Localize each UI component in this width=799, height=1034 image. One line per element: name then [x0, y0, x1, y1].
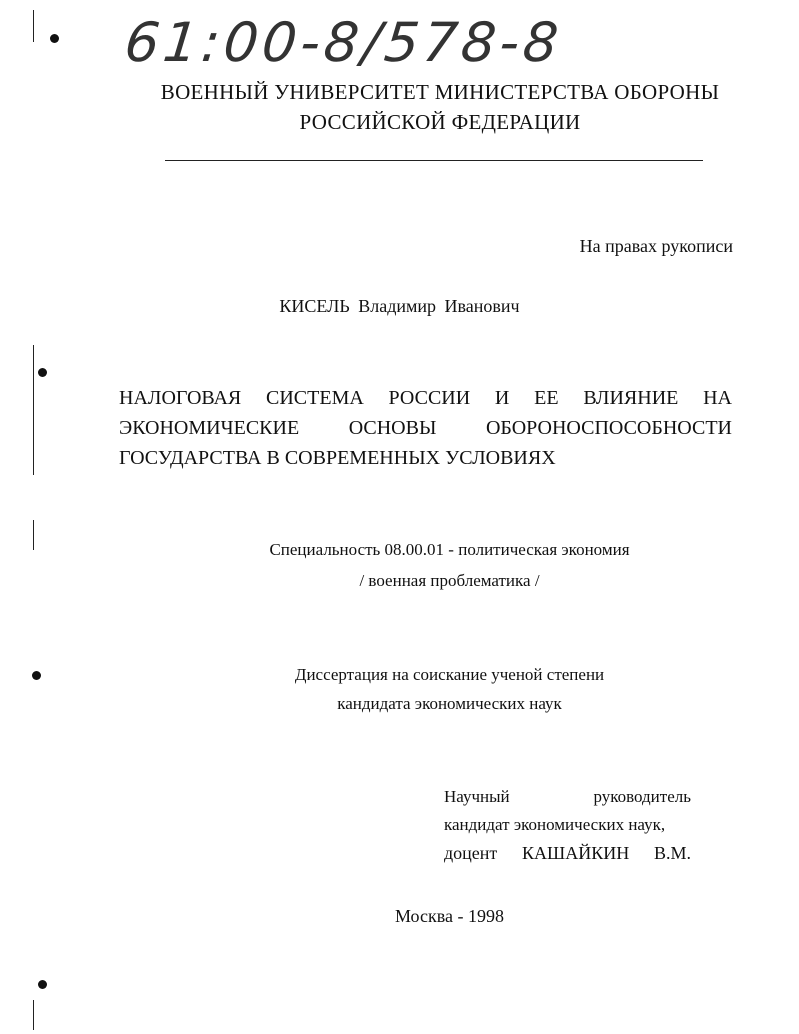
punch-hole-mark [38, 980, 47, 989]
city-and-year: Москва - 1998 [395, 906, 504, 926]
punch-hole-mark [38, 368, 47, 377]
title-line-1: НАЛОГОВАЯ СИСТЕМА РОССИИ И ЕЕ ВЛИЯНИЕ НА [119, 387, 732, 409]
manuscript-rights-note: На правах рукописи [579, 236, 733, 256]
header-divider [165, 160, 703, 161]
degree-line-2: кандидата экономических наук [337, 694, 562, 713]
title-line-2: ЭКОНОМИЧЕСКИЕ ОСНОВЫ ОБОРОНОСПОСОБНОСТИ [119, 417, 732, 439]
punch-hole-mark [50, 34, 59, 43]
degree-line-1: Диссертация на соискание ученой степени [294, 665, 605, 684]
margin-line [33, 1000, 34, 1030]
handwritten-shelfmark: 61:00-8/578-8 [121, 11, 565, 74]
organization-line-2: РОССИЙСКОЙ ФЕДЕРАЦИИ [299, 110, 581, 134]
organization-line-1: ВОЕННЫЙ УНИВЕРСИТЕТ МИНИСТЕРСТВА ОБОРОНЫ [160, 80, 720, 104]
margin-line [33, 10, 34, 42]
specialty-line-2: / военная проблематика / [359, 571, 540, 590]
supervisor-line-2: кандидат экономических наук, [444, 815, 666, 834]
author-name: КИСЕЛЬ Владимир Иванович [279, 296, 520, 316]
supervisor-block [444, 783, 691, 867]
supervisor-line-1: Научный руководитель [444, 787, 691, 806]
supervisor-line-3: доцент КАШАЙКИН В.М. [444, 843, 691, 863]
title-line-3: ГОСУДАРСТВА В СОВРЕМЕННЫХ УСЛОВИЯХ [119, 447, 556, 469]
margin-line [33, 345, 34, 475]
specialty-line-1: Специальность 08.00.01 - политическая экономия [269, 540, 630, 559]
